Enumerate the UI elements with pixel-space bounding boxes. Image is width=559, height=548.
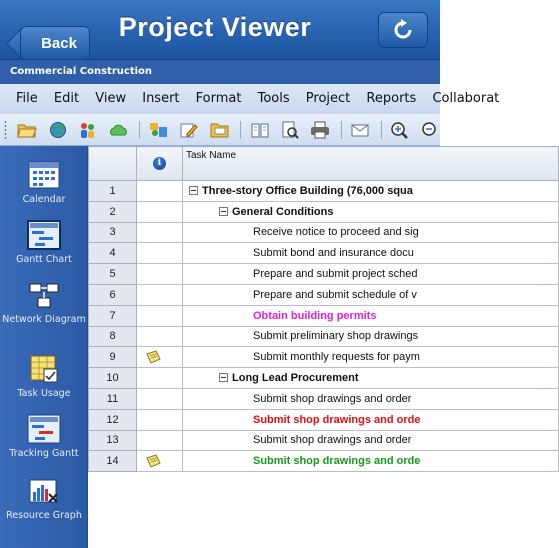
table-row[interactable]: [89, 243, 559, 264]
menu-format[interactable]: Format: [195, 91, 242, 106]
task-name: Submit shop drawings and orde: [253, 455, 421, 468]
row-number[interactable]: 6: [89, 284, 137, 305]
task-name: Submit shop drawings and order: [253, 392, 412, 405]
toolbar-separator: [240, 121, 241, 139]
task-name: Submit monthly requests for paym: [253, 351, 420, 364]
task-name: Three-story Office Building (76,000 squa: [202, 184, 413, 197]
sidebar-label-network-diagram: Network Diagram: [2, 314, 86, 325]
task-name-header[interactable]: Task Name: [183, 147, 559, 181]
refresh-icon: [393, 19, 413, 41]
row-number[interactable]: 5: [89, 264, 137, 285]
task-name: Obtain building permits: [253, 309, 377, 322]
menu-tools[interactable]: Tools: [257, 91, 290, 106]
task-name-cell[interactable]: [183, 388, 559, 409]
sidebar-item-gantt-chart[interactable]: [0, 220, 88, 265]
resource-graph-icon: [27, 476, 61, 506]
menu-project[interactable]: Project: [305, 91, 351, 106]
task-name: Submit bond and insurance docu: [253, 247, 414, 260]
menu-bar: [0, 84, 500, 114]
table-row[interactable]: [89, 181, 559, 202]
indicator-cell: [137, 368, 183, 389]
indicator-cell: [137, 326, 183, 347]
table-row[interactable]: [89, 347, 559, 368]
menu-view[interactable]: View: [95, 91, 127, 106]
task-name-cell[interactable]: [183, 430, 559, 451]
indicator-cell: [137, 264, 183, 285]
row-number[interactable]: 7: [89, 305, 137, 326]
folder-open-icon[interactable]: [210, 121, 230, 139]
row-number-header[interactable]: [89, 147, 137, 181]
zoom-out-icon[interactable]: [421, 121, 441, 139]
indicator-cell: [137, 430, 183, 451]
row-number[interactable]: 14: [89, 451, 137, 472]
task-name-cell[interactable]: [183, 264, 559, 285]
edit-icon[interactable]: [179, 121, 199, 139]
indicator-cell: [137, 181, 183, 202]
indicator-cell: [137, 347, 183, 368]
task-name: Prepare and submit schedule of v: [253, 288, 417, 301]
task-name-cell[interactable]: [183, 326, 559, 347]
task-name: Submit preliminary shop drawings: [253, 330, 419, 343]
indicator-cell: [137, 222, 183, 243]
indicators-header[interactable]: [137, 147, 183, 181]
task-name-cell[interactable]: [183, 347, 559, 368]
table-row[interactable]: [89, 409, 559, 430]
note-icon[interactable]: [145, 454, 161, 468]
row-number[interactable]: 9: [89, 347, 137, 368]
sidebar-item-tracking-gantt[interactable]: [0, 414, 88, 459]
collapse-toggle-icon[interactable]: [219, 373, 228, 382]
zoom-in-icon[interactable]: [390, 121, 410, 139]
task-name-cell[interactable]: [183, 368, 559, 389]
sidebar-label-tracking-gantt: Tracking Gantt: [9, 448, 79, 459]
table-row[interactable]: [89, 326, 559, 347]
menu-edit[interactable]: Edit: [53, 91, 80, 106]
indicator-cell: [137, 388, 183, 409]
toolbar-separator: [381, 121, 382, 139]
sidebar-label-task-usage: Task Usage: [17, 388, 71, 399]
sidebar-item-calendar[interactable]: [0, 160, 88, 205]
back-button[interactable]: [10, 13, 80, 52]
gantt-chart-icon: [27, 220, 61, 250]
sidebar-item-task-usage[interactable]: [0, 354, 88, 399]
task-name-cell[interactable]: [183, 201, 559, 222]
note-icon[interactable]: [145, 350, 161, 364]
row-number[interactable]: 2: [89, 201, 137, 222]
task-name-cell[interactable]: [183, 451, 559, 472]
tracking-gantt-icon: [27, 414, 61, 444]
indicator-cell: [137, 451, 183, 472]
task-table: [88, 146, 559, 472]
app-title: Project Viewer: [118, 12, 312, 42]
row-number[interactable]: 1: [89, 181, 137, 202]
network-diagram-icon: [27, 280, 61, 310]
task-name-cell[interactable]: [183, 243, 559, 264]
row-number[interactable]: 11: [89, 388, 137, 409]
people-icon[interactable]: [78, 121, 98, 139]
back-button-label[interactable]: Back: [20, 26, 90, 60]
row-number[interactable]: 8: [89, 326, 137, 347]
toolbar: [0, 114, 440, 146]
row-number[interactable]: 12: [89, 409, 137, 430]
table-row[interactable]: [89, 284, 559, 305]
table-row[interactable]: [89, 264, 559, 285]
book-icon[interactable]: [250, 121, 270, 139]
task-name: Submit shop drawings and orde: [253, 413, 421, 426]
task-name-cell[interactable]: [183, 409, 559, 430]
sidebar-label-resource-graph: Resource Graph: [6, 510, 82, 521]
sidebar-item-network-diagram[interactable]: [0, 280, 88, 325]
toolbar-separator: [341, 121, 342, 139]
task-name: Long Lead Procurement: [232, 372, 359, 385]
toolbar-grip[interactable]: [4, 120, 7, 140]
title-bar: [0, 0, 440, 60]
task-name-cell[interactable]: [183, 284, 559, 305]
task-usage-icon: [27, 354, 61, 384]
mail-icon[interactable]: [350, 121, 370, 139]
table-row[interactable]: [89, 222, 559, 243]
indicator-cell: [137, 201, 183, 222]
task-name: Receive notice to proceed and sig: [253, 226, 419, 239]
table-row[interactable]: [89, 430, 559, 451]
task-name-cell[interactable]: [183, 222, 559, 243]
team-icon[interactable]: [149, 121, 169, 139]
indicator-cell: [137, 409, 183, 430]
indicator-cell: [137, 243, 183, 264]
collapse-toggle-icon[interactable]: [189, 186, 198, 195]
menu-file[interactable]: File: [16, 91, 38, 106]
task-name: Prepare and submit project sched: [253, 268, 418, 281]
indicator-cell: [137, 305, 183, 326]
sidebar-label-calendar: Calendar: [22, 194, 66, 205]
row-number[interactable]: 13: [89, 430, 137, 451]
cloud-icon[interactable]: [109, 121, 129, 139]
task-name-cell[interactable]: [183, 181, 559, 202]
menu-reports[interactable]: Reports: [366, 91, 417, 106]
sidebar-item-resource-graph[interactable]: [0, 476, 88, 521]
task-name: General Conditions: [232, 205, 334, 218]
table-row[interactable]: [89, 201, 559, 222]
row-number[interactable]: 10: [89, 368, 137, 389]
task-name-cell[interactable]: [183, 305, 559, 326]
view-sidebar: [0, 146, 88, 548]
table-header-row: [89, 147, 559, 181]
task-name: Submit shop drawings and order: [253, 434, 412, 447]
table-row[interactable]: [89, 368, 559, 389]
globe-icon[interactable]: [48, 121, 68, 139]
indicator-cell: [137, 284, 183, 305]
table-row[interactable]: [89, 305, 559, 326]
toolbar-separator: [139, 121, 140, 139]
calendar-icon: [27, 160, 61, 190]
print-preview-icon[interactable]: [280, 121, 300, 139]
menu-collaborate[interactable]: Collaborat: [432, 91, 500, 106]
refresh-button[interactable]: [378, 12, 428, 48]
row-number[interactable]: 4: [89, 243, 137, 264]
collapse-toggle-icon[interactable]: [219, 207, 228, 216]
table-row[interactable]: [89, 451, 559, 472]
info-icon: i: [153, 157, 166, 170]
task-grid: [88, 146, 440, 548]
open-folder-icon[interactable]: [17, 121, 37, 139]
table-row[interactable]: [89, 388, 559, 409]
row-number[interactable]: 3: [89, 222, 137, 243]
menu-insert[interactable]: Insert: [142, 91, 180, 106]
document-title: Commercial Construction: [0, 60, 440, 84]
printer-icon[interactable]: [310, 121, 330, 139]
sidebar-label-gantt-chart: Gantt Chart: [16, 254, 72, 265]
